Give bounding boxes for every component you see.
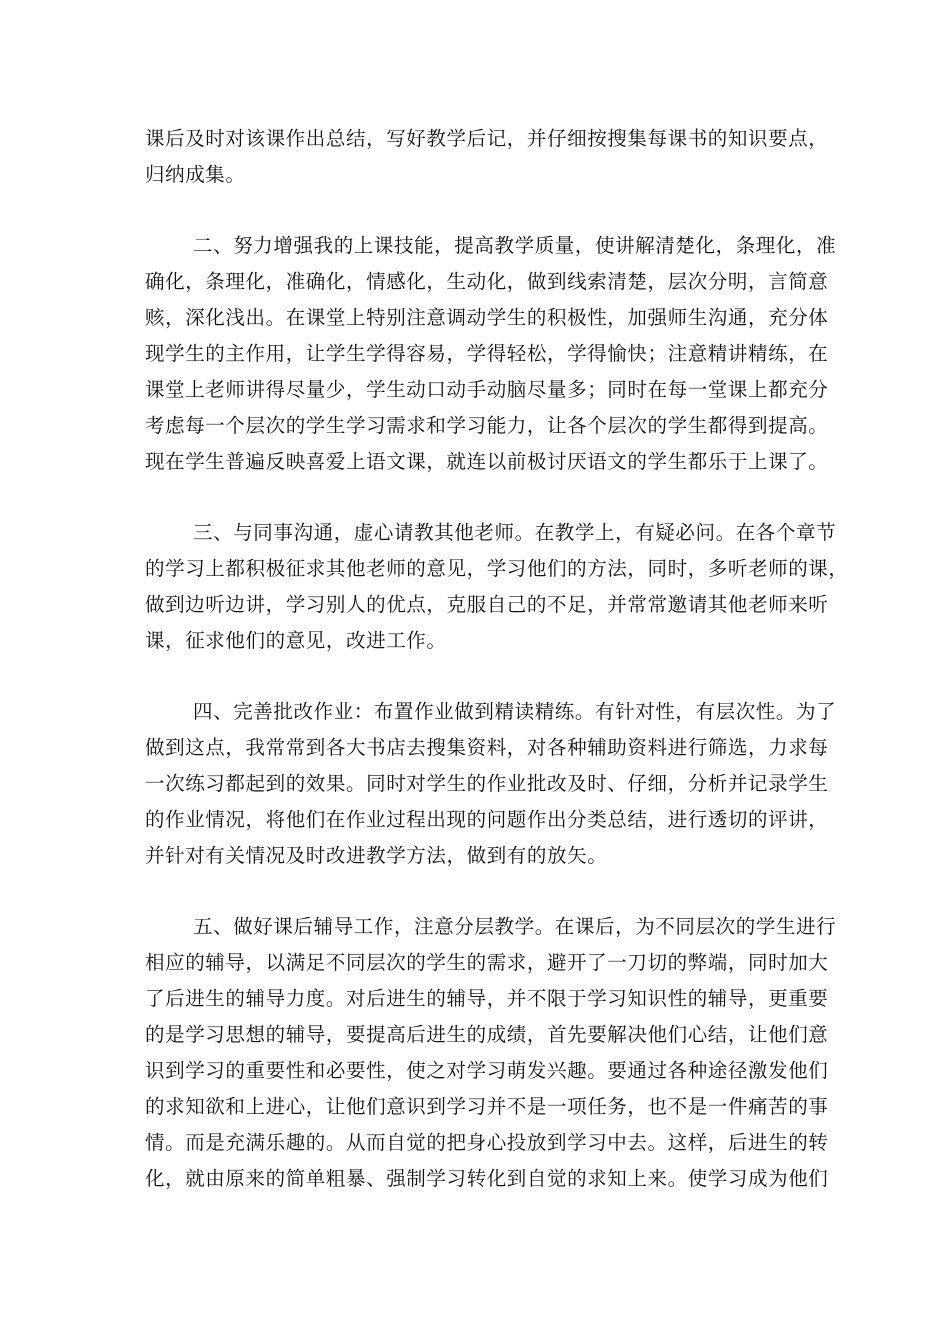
paragraph-4-line: 做到这点，我常常到各大书店去搜集资料，对各种辅助资料进行筛选，力求每 [145, 736, 829, 759]
paragraph-2-line: 二、努力增强我的上课技能，提高教学质量，使讲解清楚化，条理化，准 [193, 234, 837, 257]
paragraph-4-line: 并针对有关情况及时改进教学方法，做到有的放矢。 [145, 844, 608, 867]
paragraph-2-line: 现在学生普遍反映喜爱上语文课，就连以前极讨厌语文的学生都乐于上课了。 [145, 450, 829, 473]
paragraph-2-line: 现学生的主作用，让学生学得容易，学得轻松，学得愉快；注意精讲精练，在 [145, 342, 829, 365]
paragraph-5-line: 情。而是充满乐趣的。从而自觉的把身心投放到学习中去。这样，后进生的转 [145, 1131, 829, 1154]
paragraph-4-line: 一次练习都起到的效果。同时对学生的作业批改及时、仔细，分析并记录学生 [145, 772, 829, 795]
paragraph-5-line: 五、做好课后辅导工作，注意分层教学。在课后，为不同层次的学生进行 [193, 915, 837, 938]
paragraph-3-line: 做到边听边讲，学习别人的优点，克服自己的不足，并常常邀请其他老师来听 [145, 593, 829, 616]
paragraph-5-line: 的是学习思想的辅导，要提高后进生的成绩，首先要解决他们心结，让他们意 [145, 1023, 829, 1046]
paragraph-3-line: 课，征求他们的意见，改进工作。 [145, 629, 447, 652]
paragraph-5-line: 了后进生的辅导力度。对后进生的辅导，并不限于学习知识性的辅导，更重要 [145, 987, 829, 1010]
paragraph-5-line: 的求知欲和上进心，让他们意识到学习并不是一项任务，也不是一件痛苦的事 [145, 1095, 829, 1118]
paragraph-2-line: 赅，深化浅出。在课堂上特别注意调动学生的积极性，加强师生沟通，充分体 [145, 306, 829, 329]
paragraph-5-line: 化，就由原来的简单粗暴、强制学习转化到自觉的求知上来。使学习成为他们 [145, 1167, 829, 1190]
paragraph-5-line: 相应的辅导，以满足不同层次的学生的需求，避开了一刀切的弊端，同时加大 [145, 951, 829, 974]
paragraph-2-line: 考虑每一个层次的学生学习需求和学习能力，让各个层次的学生都得到提高。 [145, 414, 829, 437]
paragraph-2-line: 课堂上老师讲得尽量少，学生动口动手动脑尽量多；同时在每一堂课上都充分 [145, 378, 829, 401]
paragraph-3-line: 的学习上都积极征求其他老师的意见，学习他们的方法，同时，多听老师的课， [145, 557, 849, 580]
paragraph-3-line: 三、与同事沟通，虚心请教其他老师。在教学上，有疑必问。在各个章节 [193, 521, 837, 544]
paragraph-4-line: 的作业情况，将他们在作业过程出现的问题作出分类总结，进行透切的评讲， [145, 808, 829, 831]
paragraph-5-line: 识到学习的重要性和必要性，使之对学习萌发兴趣。要通过各种途径激发他们 [145, 1059, 829, 1082]
paragraph-4-line: 四、完善批改作业：布置作业做到精读精练。有针对性，有层次性。为了 [193, 700, 837, 723]
paragraph-intro-line: 课后及时对该课作出总结，写好教学后记，并仔细按搜集每课书的知识要点， [145, 127, 829, 150]
paragraph-2-line: 确化，条理化，准确化，情感化，生动化，做到线索清楚，层次分明，言简意 [145, 270, 829, 293]
paragraph-intro-line: 归纳成集。 [145, 163, 246, 186]
